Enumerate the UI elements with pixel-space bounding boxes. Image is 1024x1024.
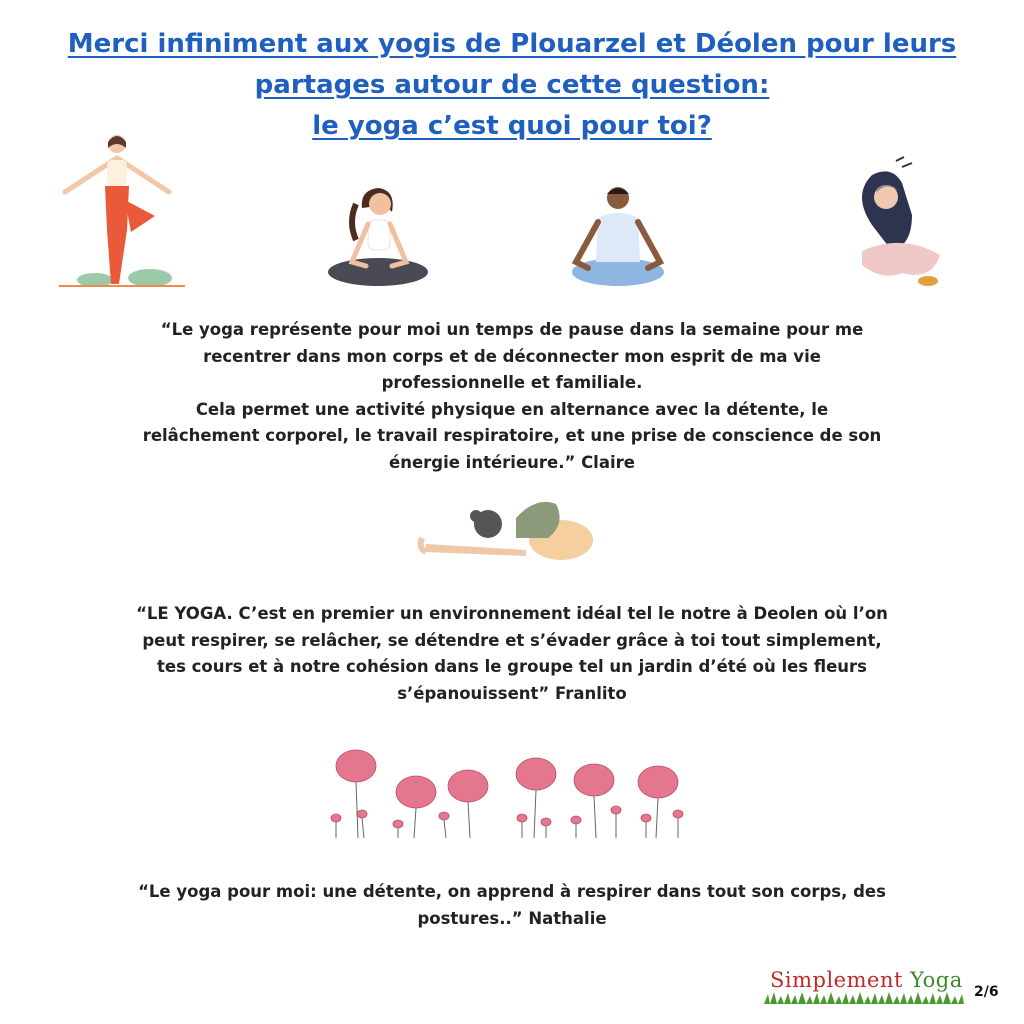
quote-line: peut respirer, se relâcher, se détendre et s’évader grâce à toi tout simplement, xyxy=(142,630,882,650)
quote-line: “Le yoga pour moi: une détente, on apprend à respirer dans tout son corps, des xyxy=(138,882,886,901)
stretching-woman-illustration xyxy=(842,155,947,290)
tree-pose-illustration xyxy=(55,130,190,290)
meditating-woman-illustration xyxy=(326,182,430,290)
forward-bend-illustration xyxy=(416,494,596,564)
quote-line: recentrer dans mon corps et de déconnecter mon esprit de ma vie xyxy=(203,346,821,366)
quote-line: Cela permet une activité physique en alternance avec la détente, le xyxy=(195,399,829,419)
title-line-2: partages autour de cette question: xyxy=(254,70,770,100)
quote-nathalie xyxy=(100,879,924,932)
logo-text xyxy=(770,968,963,992)
logo-word-simplement: Simplement xyxy=(770,968,911,992)
title-line-3: le yoga c’est quoi pour toi? xyxy=(312,111,712,141)
quote-line: professionnelle et familiale. xyxy=(381,373,643,392)
quote-franlito xyxy=(100,601,924,707)
title-line-1: Merci infiniment aux yogis de Plouarzel et Déolen pour leurs xyxy=(67,29,957,59)
simplement-yoga-logo xyxy=(764,966,964,1006)
page-title xyxy=(40,24,984,147)
quote-line: relâchement corporel, le travail respiratoire, et une prise de conscience de son xyxy=(142,426,882,445)
quote-line: énergie intérieure.” Claire xyxy=(389,452,635,472)
quote-line: postures..” Nathalie xyxy=(417,908,607,928)
logo-word-yoga: Yoga xyxy=(910,968,963,992)
quote-line: “Le yoga représente pour moi un temps de pause dans la semaine pour me xyxy=(160,320,864,339)
flowers-illustration xyxy=(324,744,690,840)
quote-line: “LE YOGA. C’est en premier un environnement idéal tel le notre à Deolen où l’on xyxy=(136,604,888,623)
quote-line: s’épanouissent” Franlito xyxy=(397,683,627,703)
quote-claire xyxy=(100,317,924,476)
page-number: 2/6 xyxy=(974,984,999,1000)
meditating-man-illustration xyxy=(568,182,668,292)
quote-line: tes cours et à notre cohésion dans le groupe tel un jardin d’été où les fleurs xyxy=(157,657,867,676)
